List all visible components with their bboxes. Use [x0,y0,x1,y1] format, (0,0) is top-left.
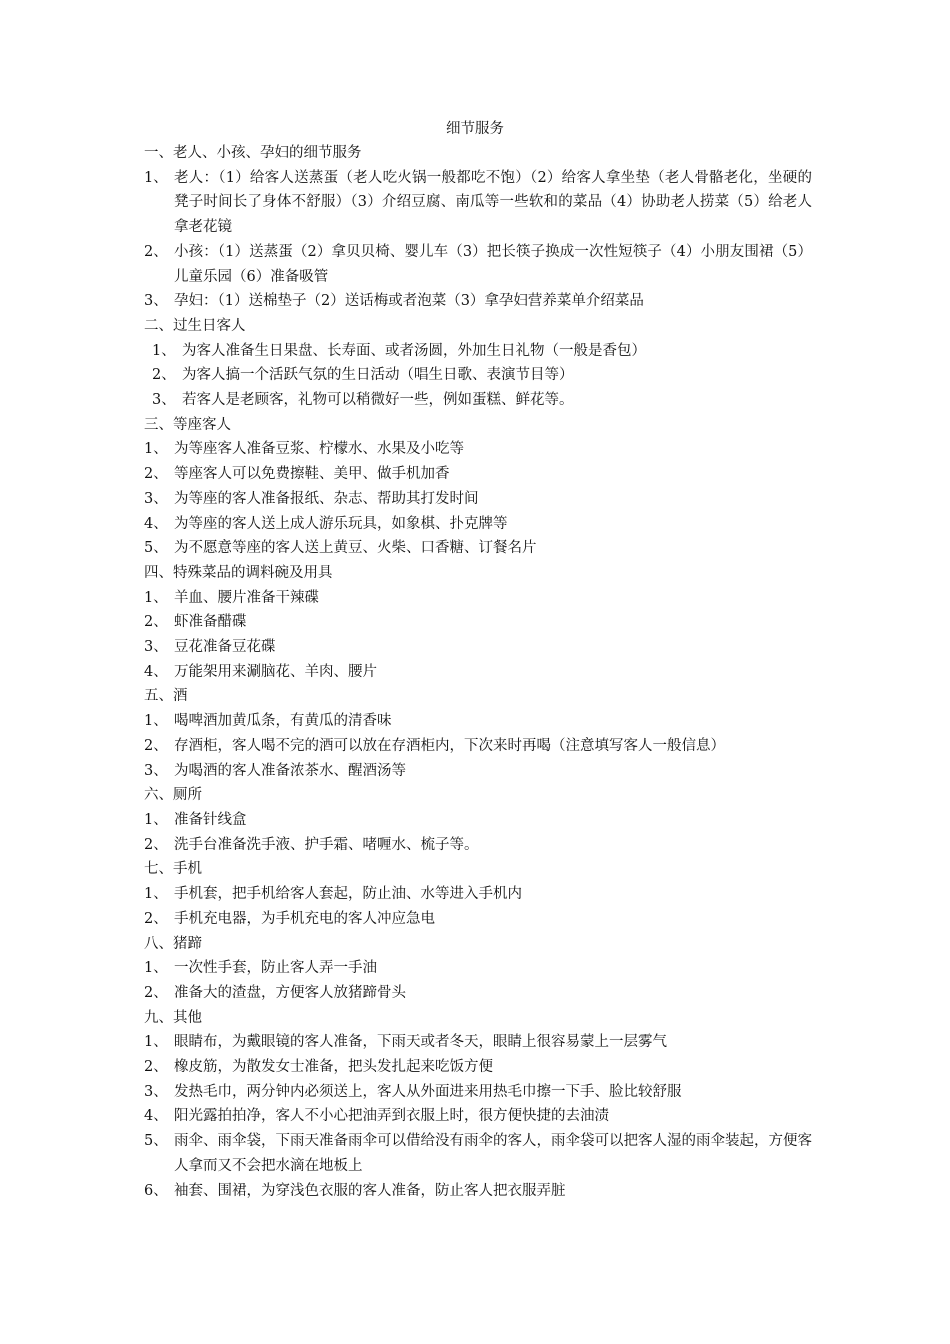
list-item-text: 羊血、腰片准备干辣碟 [174,589,319,606]
list-item [144,240,812,289]
list-item [144,512,812,537]
list-item [144,289,812,314]
list-item-text: 为等座客人准备豆浆、柠檬水、水果及小吃等 [174,441,464,458]
list-item [144,709,812,734]
section-heading: 八、猪蹄 [144,935,202,952]
list-item-number: 1、 [144,169,168,186]
list-item-text: 准备针线盒 [174,811,247,828]
list-item-text: 发热毛巾，两分钟内必须送上，客人从外面进来用热毛巾擦一下手、脸比较舒服 [174,1083,682,1100]
list-item [144,1055,812,1080]
list-item-text: 雨伞、雨伞袋，下雨天准备雨伞可以借给没有雨伞的客人，雨伞袋可以把客人湿的雨伞装起，方便客人拿而又不会把水滴在地板上 [174,1133,812,1174]
list-item [144,437,812,462]
list-item-text: 喝啤酒加黄瓜条，有黄瓜的清香味 [174,713,392,730]
list-item-number: 3、 [152,392,176,409]
list-item [144,1104,812,1129]
section-heading: 四、特殊菜品的调料碗及用具 [144,564,333,581]
list-item-text: 老人：（1）给客人送蒸蛋（老人吃火锅一般都吃不饱）（2）给客人拿坐垫（老人骨骼老化，坐硬的凳子时间长了身体不舒服）（3）介绍豆腐、南瓜等一些软和的菜品（4）协助老人捞菜（5）给老人拿老花镜 [174,169,812,236]
list-item [144,1080,812,1105]
section-heading: 九、其他 [144,1009,202,1026]
list-item-text: 存酒柜，客人喝不完的酒可以放在存酒柜内，下次来时再喝（注意填写客人一般信息） [174,737,725,754]
list-item-number: 3、 [144,639,168,656]
list-item-text: 手机充电器，为手机充电的客人冲应急电 [174,910,435,927]
list-item-number: 6、 [144,1182,168,1199]
list-item [144,487,812,512]
list-item-number: 2、 [144,466,168,483]
list-item [144,462,812,487]
list-item-text: 袖套、围裙，为穿浅色衣服的客人准备，防止客人把衣服弄脏 [174,1182,566,1199]
list-item-text: 虾准备醋碟 [174,614,247,631]
list-item-text: 洗手台准备洗手液、护手霜、啫喱水、梳子等。 [174,836,479,853]
document-body [144,141,812,1203]
list-item-number: 4、 [144,515,168,532]
list-item [144,610,812,635]
list-item [144,981,812,1006]
list-item-number: 2、 [152,367,176,384]
list-item-text: 为客人准备生日果盘、长寿面、或者汤圆，外加生日礼物（一般是香包） [182,342,646,359]
list-item [144,660,812,685]
list-item [144,586,812,611]
list-item-number: 1、 [144,1034,168,1051]
section-heading: 六、厕所 [144,787,202,804]
list-item [144,166,812,240]
list-item-number: 5、 [144,1133,168,1150]
list-item-text: 一次性手套，防止客人弄一手油 [174,960,377,977]
list-item [144,907,812,932]
list-item [144,759,812,784]
list-item-text: 小孩：（1）送蒸蛋（2）拿贝贝椅、婴儿车（3）把长筷子换成一次性短筷子（4）小朋友围裙（5）儿童乐园（6）准备吸管 [174,243,812,285]
list-item [144,734,812,759]
list-item-number: 2、 [144,614,168,631]
list-item [144,339,812,364]
list-item-number: 1、 [144,589,168,606]
list-item-number: 3、 [144,1083,168,1100]
list-item-number: 1、 [144,441,168,458]
list-item-number: 2、 [144,1059,168,1076]
list-item-text: 为不愿意等座的客人送上黄豆、火柴、口香糖、订餐名片 [174,540,537,557]
list-item-text: 为客人搞一个活跃气氛的生日活动（唱生日歌、表演节目等） [182,367,574,384]
section-heading: 七、手机 [144,861,202,878]
list-item-text: 准备大的渣盘，方便客人放猪蹄骨头 [174,984,406,1001]
list-item-number: 1、 [144,713,168,730]
list-item [144,808,812,833]
list-item-number: 4、 [144,1108,168,1125]
list-item [144,1129,812,1178]
document-title: 细节服务 [446,121,504,137]
list-item [144,388,812,413]
list-item-number: 4、 [144,663,168,680]
list-item-number: 3、 [144,293,168,310]
list-item-text: 万能架用来涮脑花、羊肉、腰片 [174,663,377,680]
list-item-text: 橡皮筋，为散发女士准备，把头发扎起来吃饭方便 [174,1059,493,1076]
list-item-number: 3、 [144,762,168,779]
list-item [144,363,812,388]
section-heading: 五、酒 [144,688,188,705]
list-item-number: 2、 [144,737,168,754]
list-item-number: 2、 [144,984,168,1001]
list-item-text: 阳光露拍拍净，客人不小心把油弄到衣服上时，很方便快捷的去油渍 [174,1108,609,1125]
section-heading: 二、过生日客人 [144,317,246,334]
list-item-text: 若客人是老顾客，礼物可以稍微好一些，例如蛋糕、鲜花等。 [182,392,574,409]
list-item-number: 1、 [144,886,168,903]
list-item-text: 为等座的客人准备报纸、杂志、帮助其打发时间 [174,490,479,507]
list-item-text: 豆花准备豆花碟 [174,639,276,656]
list-item [144,833,812,858]
list-item-number: 5、 [144,540,168,557]
list-item-number: 3、 [144,490,168,507]
list-item [144,536,812,561]
list-item [144,1179,812,1204]
list-item-number: 2、 [144,836,168,853]
list-item [144,635,812,660]
list-item-text: 为等座的客人送上成人游乐玩具，如象棋、扑克牌等 [174,515,508,532]
list-item-text: 等座客人可以免费擦鞋、美甲、做手机加香 [174,466,450,483]
list-item-number: 1、 [144,811,168,828]
list-item-text: 孕妇：（1）送棉垫子（2）送话梅或者泡菜（3）拿孕妇营养菜单介绍菜品 [174,293,644,310]
list-item-number: 1、 [152,342,176,359]
list-item-number: 2、 [144,243,168,260]
list-item-text: 眼睛布，为戴眼镜的客人准备，下雨天或者冬天，眼睛上很容易蒙上一层雾气 [174,1034,667,1051]
section-heading: 一、老人、小孩、孕妇的细节服务 [144,145,362,161]
list-item-text: 为喝酒的客人准备浓茶水、醒酒汤等 [174,762,406,779]
list-item-number: 1、 [144,960,168,977]
list-item-text: 手机套，把手机给客人套起，防止油、水等进入手机内 [174,886,522,903]
list-item [144,882,812,907]
list-item [144,956,812,981]
list-item [144,1030,812,1055]
section-heading: 三、等座客人 [144,416,231,433]
list-item-number: 2、 [144,910,168,927]
